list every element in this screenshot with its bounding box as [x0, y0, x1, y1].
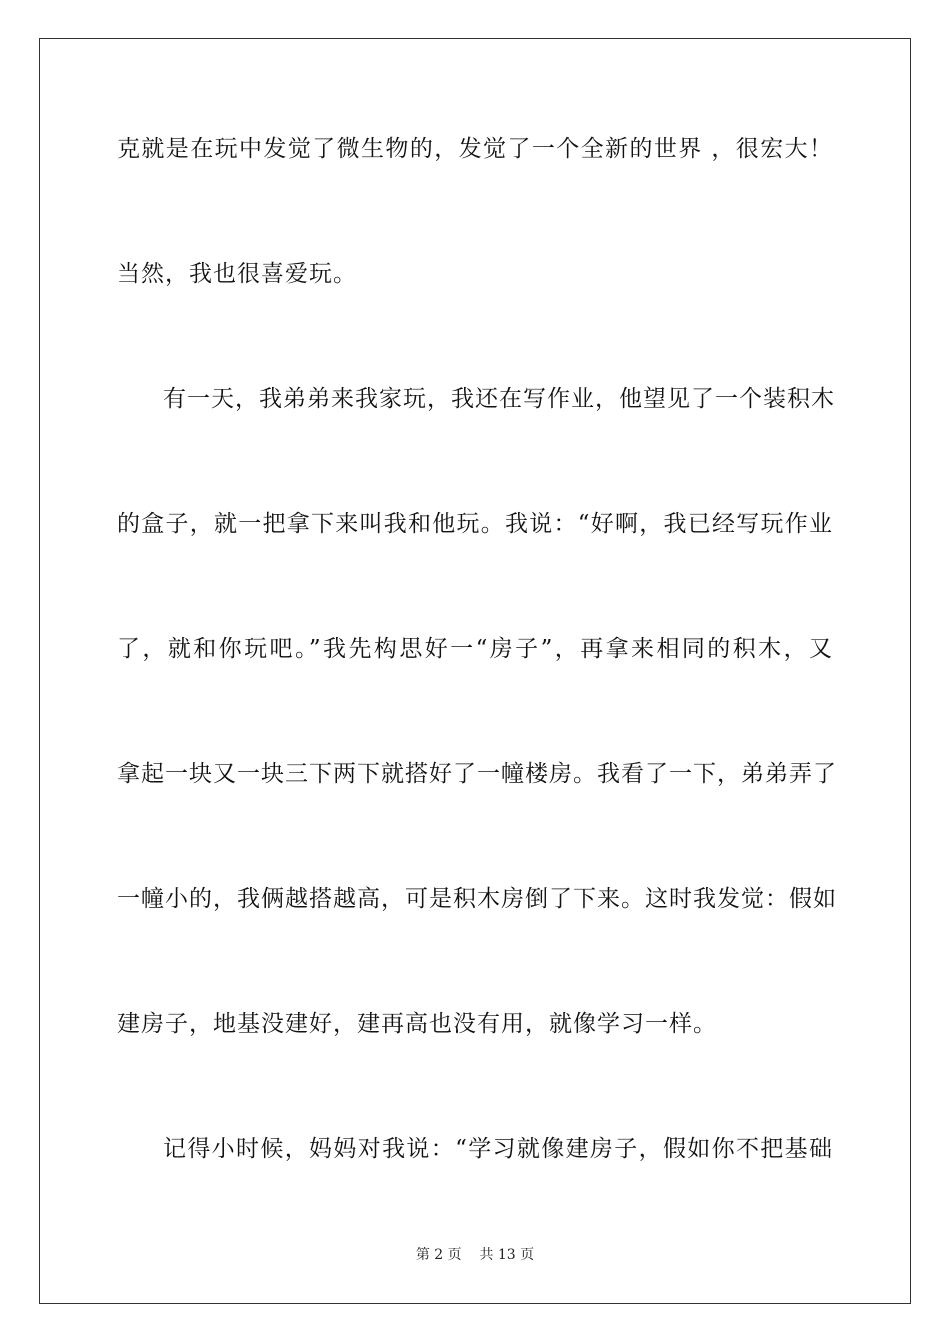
page-number: 第 2 页: [415, 1247, 462, 1263]
text-line-9: 记得小时候，妈妈对我说：“学习就像建房子，假如你不把基础: [163, 1136, 833, 1162]
text-line-5: 了，就和你玩吧。”我先构思好一“房子”，再拿来相同的积木，又: [117, 636, 833, 662]
text-line-8: 建房子，地基没建好，建再高也没有用，就像学习一样。: [117, 1011, 717, 1037]
page-border: [39, 38, 911, 1304]
page-total: 共 13 页: [479, 1247, 535, 1263]
text-line-6: 拿起一块又一块三下两下就搭好了一幢楼房。我看了一下，弟弟弄了: [117, 761, 837, 787]
text-line-4: 的盒子，就一把拿下来叫我和他玩。我说：“好啊，我已经写玩作业: [117, 511, 833, 537]
text-line-1: 克就是在玩中发觉了微生物的，发觉了一个全新的世界 ，很宏大！: [117, 136, 833, 162]
text-line-7: 一幢小的，我俩越搭越高，可是积木房倒了下来。这时我发觉：假如: [117, 886, 837, 912]
text-line-2: 当然，我也很喜爱玩。: [117, 261, 357, 287]
page-footer: [0, 1246, 950, 1264]
text-line-3: 有一天，我弟弟来我家玩，我还在写作业，他望见了一个装积木: [163, 386, 835, 412]
